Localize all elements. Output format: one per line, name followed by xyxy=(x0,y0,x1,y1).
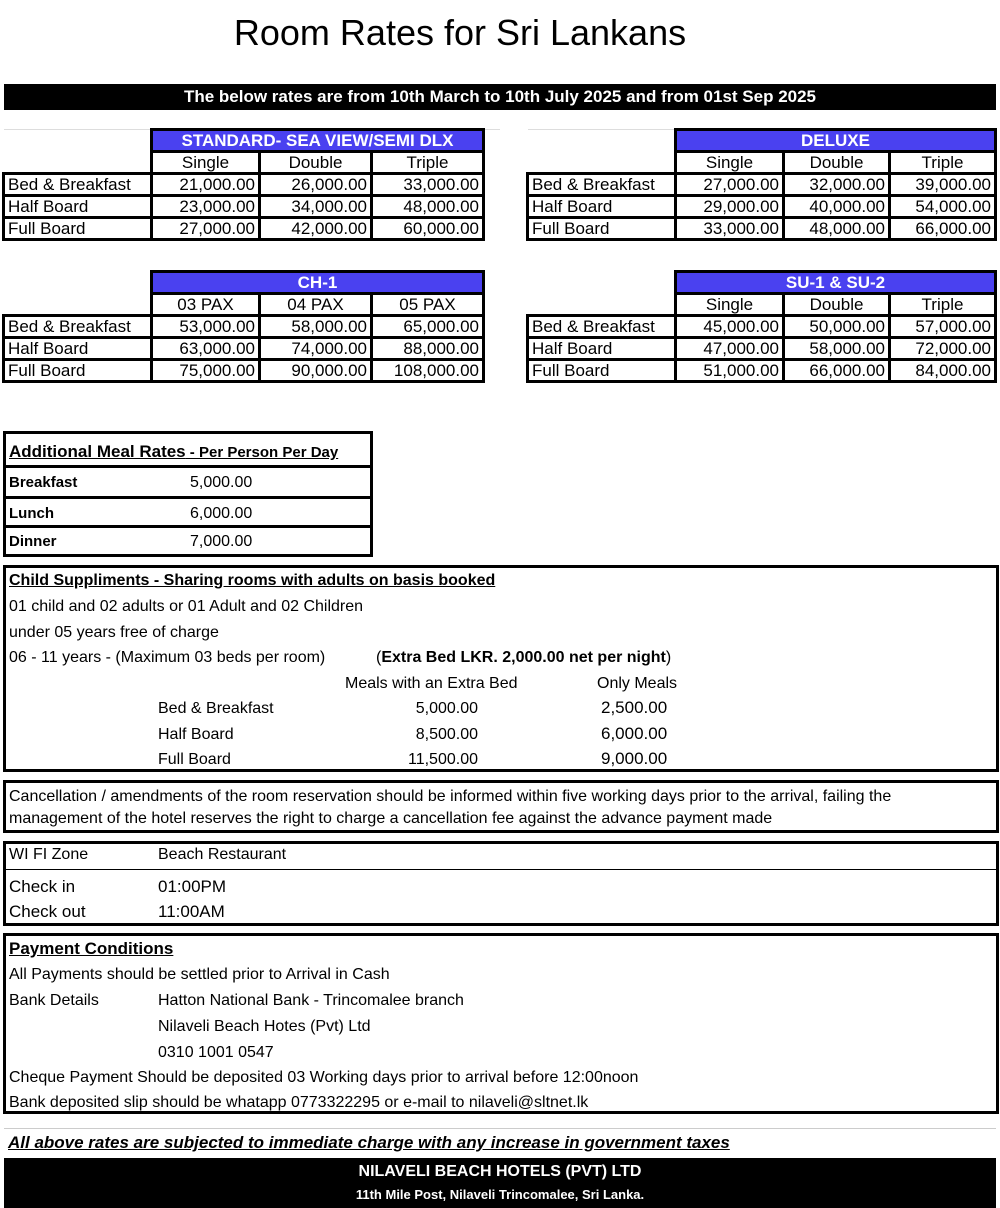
meal-plan-label: Bed & Breakfast xyxy=(528,174,676,196)
rate-cell: 23,000.00 xyxy=(152,196,260,218)
meal-rates-heading: Additional Meal Rates - Per Person Per Day xyxy=(9,442,339,461)
rate-cell: 53,000.00 xyxy=(152,316,260,338)
meal-plan-label: Full Board xyxy=(4,360,152,382)
meal-row-dinner: Dinner 7,000.00 xyxy=(6,525,370,557)
rate-cell: 32,000.00 xyxy=(784,174,890,196)
meal-row-breakfast: Breakfast 5,000.00 xyxy=(6,465,370,496)
table-row xyxy=(4,316,484,338)
table-row xyxy=(4,338,484,360)
child-row-extra: 5,000.00 xyxy=(415,700,478,717)
child-row-label: Full Board xyxy=(158,751,231,768)
bank-label: Bank Details xyxy=(9,992,99,1009)
rate-cell: 33,000.00 xyxy=(372,174,484,196)
rate-cell: 33,000.00 xyxy=(676,218,784,240)
rate-cell: 34,000.00 xyxy=(260,196,372,218)
rate-cell: 47,000.00 xyxy=(676,338,784,360)
rate-cell: 66,000.00 xyxy=(784,360,890,382)
rate-cell: 58,000.00 xyxy=(784,338,890,360)
room-type-heading: STANDARD- SEA VIEW/SEMI DLX xyxy=(152,130,484,152)
rate-cell: 54,000.00 xyxy=(890,196,996,218)
room-type-heading: CH-1 xyxy=(152,272,484,294)
table-row xyxy=(528,174,996,196)
rate-cell: 88,000.00 xyxy=(372,338,484,360)
rate-cell: 57,000.00 xyxy=(890,316,996,338)
table-row xyxy=(4,218,484,240)
account-name: Nilaveli Beach Hotes (Pvt) Ltd xyxy=(158,1018,371,1035)
rate-cell: 90,000.00 xyxy=(260,360,372,382)
occupancy-header: Single xyxy=(152,152,260,174)
rate-cell: 84,000.00 xyxy=(890,360,996,382)
table-row xyxy=(528,360,996,382)
rate-cell: 66,000.00 xyxy=(890,218,996,240)
meal-plan-label: Half Board xyxy=(4,338,152,360)
meal-plan-label: Half Board xyxy=(528,338,676,360)
checkout-label: Check out xyxy=(9,902,86,921)
child-line-1: 01 child and 02 adults or 01 Adult and 02 Children xyxy=(9,598,364,615)
rate-cell: 27,000.00 xyxy=(676,174,784,196)
cancellation-line-2: management of the hotel reserves the right to charge a cancellation fee against the advance payment made xyxy=(9,810,773,827)
child-row-meals: 9,000.00 xyxy=(601,749,668,768)
table-row xyxy=(4,174,484,196)
rate-table-su xyxy=(526,270,997,383)
occupancy-header: 03 PAX xyxy=(152,294,260,316)
rate-cell: 74,000.00 xyxy=(260,338,372,360)
payment-box xyxy=(3,933,999,1114)
child-row-extra: 11,500.00 xyxy=(408,751,478,768)
child-line-3: 06 - 11 years - (Maximum 03 beds per room) xyxy=(9,649,326,666)
rate-cell: 60,000.00 xyxy=(372,218,484,240)
meal-row-lunch: Lunch 6,000.00 xyxy=(6,496,370,527)
rate-cell: 40,000.00 xyxy=(784,196,890,218)
extra-bed-note: (Extra Bed LKR. 2,000.00 net per night) xyxy=(376,649,672,666)
occupancy-header: Single xyxy=(676,294,784,316)
account-number: 0310 1001 0547 xyxy=(158,1044,274,1061)
payment-line-1: All Payments should be settled prior to Arrival in Cash xyxy=(9,966,390,983)
occupancy-header: 05 PAX xyxy=(372,294,484,316)
rate-cell: 51,000.00 xyxy=(676,360,784,382)
table-row xyxy=(528,196,996,218)
table-row xyxy=(4,196,484,218)
rate-table-deluxe xyxy=(526,128,997,241)
rate-cell: 21,000.00 xyxy=(152,174,260,196)
payment-heading: Payment Conditions xyxy=(9,939,174,958)
room-type-heading: SU-1 & SU-2 xyxy=(676,272,996,294)
rate-cell: 42,000.00 xyxy=(260,218,372,240)
child-supplements-box xyxy=(3,565,999,772)
rate-cell: 48,000.00 xyxy=(784,218,890,240)
room-type-heading: DELUXE xyxy=(676,130,996,152)
rate-cell: 65,000.00 xyxy=(372,316,484,338)
child-heading: Child Suppliments - Sharing rooms with adults on basis booked xyxy=(9,572,496,589)
rate-cell: 39,000.00 xyxy=(890,174,996,196)
child-row-label: Bed & Breakfast xyxy=(158,700,274,717)
child-row-label: Half Board xyxy=(158,726,234,743)
footer xyxy=(4,1158,996,1208)
rate-cell: 108,000.00 xyxy=(372,360,484,382)
meal-plan-label: Half Board xyxy=(4,196,152,218)
occupancy-header: Double xyxy=(260,152,372,174)
occupancy-header: Triple xyxy=(890,294,996,316)
occupancy-header: Triple xyxy=(890,152,996,174)
child-line-2: under 05 years free of charge xyxy=(9,624,219,641)
page-title: Room Rates for Sri Lankans xyxy=(233,12,687,53)
bank-name: Hatton National Bank - Trincomalee branch xyxy=(158,992,464,1009)
occupancy-header: Double xyxy=(784,294,890,316)
child-row-meals: 6,000.00 xyxy=(601,724,668,743)
cancellation-box xyxy=(3,780,999,833)
meal-plan-label: Half Board xyxy=(528,196,676,218)
payment-line-3: Bank deposited slip should be whatapp 0773322295 or e-mail to nilaveli@sltnet.lk xyxy=(9,1094,589,1111)
occupancy-header: Double xyxy=(784,152,890,174)
tax-note: All above rates are subjected to immediate charge with any increase in government taxes xyxy=(4,1128,996,1156)
wifi-label: WI FI Zone xyxy=(9,846,89,863)
checkin-label: Check in xyxy=(9,877,76,896)
child-row-extra: 8,500.00 xyxy=(415,726,478,743)
rate-cell: 63,000.00 xyxy=(152,338,260,360)
meal-plan-label: Bed & Breakfast xyxy=(4,174,152,196)
col-meals-extra-bed: Meals with an Extra Bed xyxy=(345,675,518,692)
date-range-banner: The below rates are from 10th March to 10th July 2025 and from 01st Sep 2025 xyxy=(4,84,996,110)
rate-table-ch1 xyxy=(2,270,485,383)
meal-plan-label: Full Board xyxy=(528,360,676,382)
table-row xyxy=(528,316,996,338)
meal-rates-box xyxy=(3,431,373,557)
meal-plan-label: Bed & Breakfast xyxy=(4,316,152,338)
rate-cell: 26,000.00 xyxy=(260,174,372,196)
occupancy-header: Single xyxy=(676,152,784,174)
occupancy-header: 04 PAX xyxy=(260,294,372,316)
payment-line-2: Cheque Payment Should be deposited 03 Working days prior to arrival before 12:00noon xyxy=(9,1069,639,1086)
table-row xyxy=(528,218,996,240)
rate-cell: 48,000.00 xyxy=(372,196,484,218)
rate-cell: 50,000.00 xyxy=(784,316,890,338)
occupancy-header: Triple xyxy=(372,152,484,174)
meal-plan-label: Bed & Breakfast xyxy=(528,316,676,338)
checkout-value: 11:00AM xyxy=(158,902,225,921)
cancellation-line-1: Cancellation / amendments of the room reservation should be informed within five working days prior to the arrival, failing the xyxy=(9,788,892,805)
child-row-meals: 2,500.00 xyxy=(601,698,668,717)
table-row xyxy=(528,338,996,360)
table-row xyxy=(4,360,484,382)
rate-table-standard xyxy=(2,128,485,241)
rate-cell: 27,000.00 xyxy=(152,218,260,240)
meal-plan-label: Full Board xyxy=(528,218,676,240)
hotel-address: 11th Mile Post, Nilaveli Trincomalee, Sri Lanka. xyxy=(355,1187,645,1202)
rate-cell: 75,000.00 xyxy=(152,360,260,382)
rate-cell: 45,000.00 xyxy=(676,316,784,338)
col-only-meals: Only Meals xyxy=(597,675,678,692)
info-box xyxy=(3,841,999,926)
hotel-name: NILAVELI BEACH HOTELS (PVT) LTD xyxy=(358,1163,642,1180)
rate-cell: 29,000.00 xyxy=(676,196,784,218)
checkin-value: 01:00PM xyxy=(158,877,227,896)
meal-plan-label: Full Board xyxy=(4,218,152,240)
rate-cell: 72,000.00 xyxy=(890,338,996,360)
rate-cell: 58,000.00 xyxy=(260,316,372,338)
wifi-value: Beach Restaurant xyxy=(158,846,287,863)
